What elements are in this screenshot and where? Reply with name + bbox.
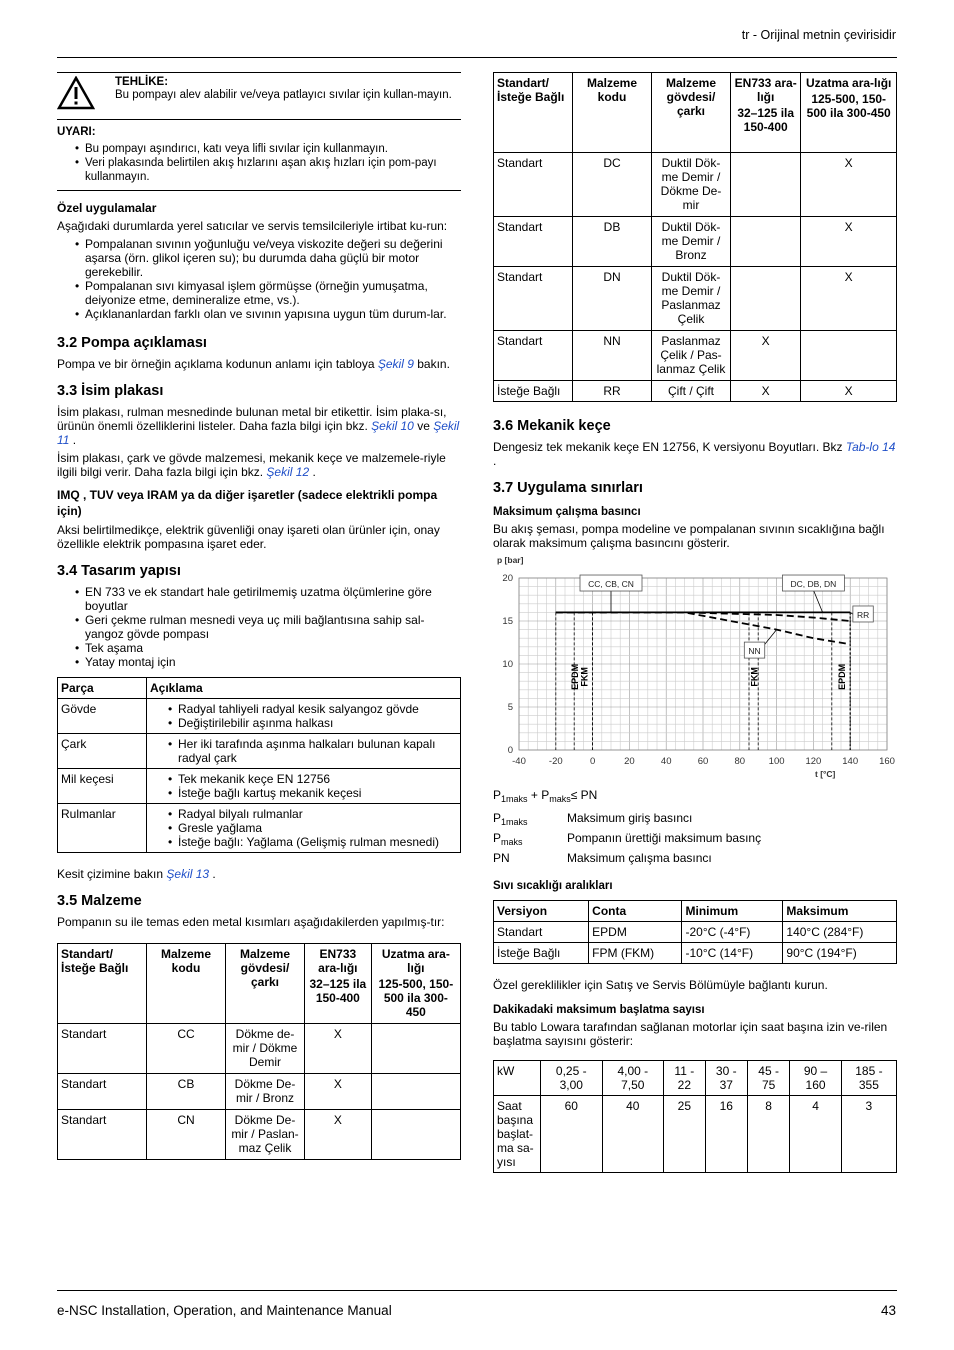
material-table-right [493, 72, 897, 402]
x-axis-label: t [°C] [815, 769, 836, 779]
y-tick-label: 5 [507, 702, 513, 713]
table-header: Standart/ İsteğe Bağlı [58, 944, 147, 1024]
table-row: Çark • Her iki tarafında aşınma halkaları bulunan kapalı radyal çark [58, 734, 461, 769]
series-label: NN [748, 646, 761, 657]
list-item: • Tek aşama [85, 641, 461, 655]
table-row: Gövde • Radyal tahliyeli radyal kesik salyangoz gövde • Değiştirilebilir aşınma halkası [58, 699, 461, 734]
page-header: tr - Orijinal metnin çevirisidir [741, 28, 896, 42]
list-item: • Pompalanan sıvı kimyasal işlem görmüşse (örneğin yumuşatma, deiyonize etme, demineralize etme, vs.). [85, 279, 461, 307]
section-title: 3.6 Mekanik keçe [493, 418, 611, 434]
table-row: Standart NN Paslanmaz Çelik / Pas-lanmaz Çelik X [494, 331, 897, 381]
region-label: FKM [749, 667, 760, 687]
region-label: EPDM [837, 663, 847, 690]
y-tick-label: 0 [507, 745, 513, 756]
figure-link[interactable]: Şekil 9 [377, 357, 414, 371]
list-item: • Bu pompayı aşındırıcı, katı veya lifli sıvılar için kullanmayın. [85, 142, 461, 156]
section-title: 3.3 İsim plakası [57, 383, 164, 399]
table-header: Açıklama [147, 678, 461, 699]
region-label: FKM [579, 667, 590, 687]
x-tick-label: 140 [842, 756, 859, 767]
design-table [57, 677, 461, 853]
section-title: 3.7 Uygulama sınırları [493, 480, 643, 496]
formula: $P_{1maks} + P_{maks}\le$ PN [493, 788, 598, 804]
table-row: Mil keçesi • Tek mekanik keçe EN 12756 • İsteğe bağlı kartuş mekanik keçesi [58, 769, 461, 804]
footer-title: e-NSC Installation, Operation, and Maintenance Manual [57, 1303, 392, 1318]
section-title: 3.4 Tasarım yapısı [57, 563, 181, 579]
table-row: Standart CC Dökme de-mir / Dökme Demir X [58, 1024, 461, 1074]
figure-link[interactable]: Şekil 12 [266, 465, 310, 479]
table-link[interactable]: Tab-lo 14 [845, 440, 896, 454]
table-row: Standart CN Dökme De-mir / Paslan-maz Çelik X [58, 1110, 461, 1160]
table-row: Saat başına başlat-ma sa-yısı 60 40 25 16 8 4 3 [494, 1096, 897, 1173]
section-title: 3.5 Malzeme [57, 893, 142, 909]
x-tick-label: 100 [768, 756, 785, 767]
table-row: Standart DN Duktil Dök-me Demir / Paslanmaz Çelik X [494, 267, 897, 331]
table-header: EN733 ara-lığı 32–125 ila 150-400 [731, 73, 801, 153]
subsection-title: Sıvı sıcaklığı aralıkları [493, 880, 613, 892]
table-header: Malzeme kodu [573, 73, 652, 153]
x-tick-label: 80 [734, 756, 746, 767]
special-title: Özel uygulamalar [57, 201, 157, 215]
region-label: EPDM [570, 663, 581, 690]
paragraph: İsim plakası, çark ve gövde malzemesi, mekanik keçe ve malzemele-riyle ilgili bilgi verir. Daha fazla bilgi için bkz. Şekil 12 . [57, 451, 446, 479]
pressure-temperature-chart [493, 554, 897, 779]
warning-triangle-icon [57, 76, 115, 113]
table-row: Standart DB Duktil Dök-me Demir / Bronz X [494, 217, 897, 267]
paragraph: Pompanın su ile temas eden metal kısımları aşağıdakilerden yapılmış-tır: [57, 915, 445, 929]
list-item: • Geri çekme rulman mesnedi veya uç mili bağlantısına sahip sal-yangoz gövde pompası [85, 613, 461, 641]
table-row: Standart EPDM -20°C (-4°F) 140°C (284°F) [494, 922, 897, 943]
paragraph: Pompa ve bir örneğin açıklama kodunun anlamı için tabloya Şekil 9 bakın. [57, 357, 450, 371]
table-header: Malzeme kodu [147, 944, 226, 1024]
material-table-left [57, 943, 461, 1160]
paragraph: Bu akış şeması, pompa modeline ve pompalanan sıvının sıcaklığına bağlı olarak maksimum çalışma basıncını gösterir. [493, 522, 885, 550]
table-row: İsteğe Bağlı FPM (FKM) -10°C (14°F) 90°C (194°F) [494, 943, 897, 964]
header-rule [57, 57, 897, 58]
paragraph: Kesit çizimine bakın Şekil 13 . [57, 867, 216, 881]
table-header: EN733 ara-lığı 32–125 ila 150-400 [305, 944, 372, 1024]
subsection-title: Maksimum çalışma basıncı [493, 506, 641, 518]
callout-leader [813, 590, 822, 612]
x-tick-label: -40 [512, 756, 526, 767]
list-item: • Pompalanan sıvının yoğunluğu ve/veya viskozite değeri su değerini aşarsa (örn. glikol içeren su); bu durumda daha güçlü bir motor gerekebilir. [85, 237, 461, 279]
warning-title: UYARI: [57, 126, 96, 138]
table-header: Malzeme gövdesi/ çarkı [652, 73, 731, 153]
right-column [493, 72, 897, 1173]
x-tick-label: 20 [624, 756, 635, 767]
y-axis-label: p [bar] [497, 555, 524, 565]
list-item: • EN 733 ve ek standart hale getirilmemiş uzatma ölçümlerine göre boyutlar [85, 585, 461, 613]
table-row: Standart DC Duktil Dök-me Demir / Dökme De-mir X [494, 153, 897, 217]
table-header: Malzeme gövdesi/ çarkı [226, 944, 305, 1024]
footer-rule [57, 1290, 897, 1291]
series-label: CC, CB, CN [588, 579, 634, 590]
section-title: 3.2 Pompa açıklaması [57, 335, 207, 351]
special-intro: Aşağıdaki durumlarda yerel satıcılar ve servis temsilcileriyle irtibat ku-run: [57, 219, 448, 233]
figure-link[interactable]: Şekil 11 [57, 419, 460, 447]
x-tick-label: 60 [697, 756, 709, 767]
table-row: İsteğe Bağlı RR Çift / Çift X X [494, 381, 897, 402]
x-tick-label: 40 [660, 756, 672, 767]
x-tick-label: -20 [548, 756, 563, 767]
formula-legend: $P_{1maks}$ Maksimum giriş basıncı $P_{maks}$ Pompanın ürettiği maksimum basınç PN Maksimum çalışma basıncı [493, 811, 762, 865]
table-header: Uzatma ara-lığı 125-500, 150-500 ila 300-450 [371, 944, 460, 1024]
table-row: kW 0,25 - 3,00 4,00 - 7,50 11 - 22 30 - 37 45 - 75 90 – 160 185 - 355 [494, 1061, 897, 1096]
list-item: • Açıklananlardan farklı olan ve sıvının yapısına uygun tüm durum-lar. [85, 307, 461, 321]
subsection-title: Dakikadaki maksimum başlatma sayısı [493, 1004, 705, 1016]
y-tick-label: 15 [502, 616, 513, 627]
paragraph: Dengesiz tek mekanik keçe EN 12756, K versiyonu Boyutları. Bkz Tab-lo 14 . [493, 440, 896, 468]
danger-text: Bu pompayı alev alabilir ve/veya patlayıcı sıvılar için kullan-mayın. [115, 89, 452, 101]
list-item: • Veri plakasında belirtilen akış hızlarını aşan akış hızları için pom-payı kullanmayın. [85, 156, 461, 184]
table-row: Standart CB Dökme De-mir / Bronz X [58, 1074, 461, 1110]
page-number: 43 [880, 1303, 896, 1318]
paragraph: Özel gereklilikler için Satış ve Servis Bölümüyle bağlantı kurun. [493, 978, 828, 992]
x-tick-label: 0 [589, 756, 596, 767]
table-row: Rulmanlar • Radyal bilyalı rulmanlar • Gresle yağlama • İsteğe bağlı: Yağlama (Gelişmiş rulman mesnedi) [58, 804, 461, 853]
imq-text: Aksi belirtilmedikçe, elektrik güvenliği onay işareti olan ürünler için, onay özellikle elektrik pompasına işaret eder. [57, 523, 440, 551]
figure-link[interactable]: Şekil 13 [166, 867, 210, 881]
table-header: Uzatma ara-lığı 125-500, 150-500 ila 300-450 [801, 73, 897, 153]
warning-box [57, 120, 461, 191]
imq-title: IMQ , TUV veya IRAM ya da diğer işaretler (sadece elektrikli pompa için) [57, 488, 438, 518]
series-label: DC, DB, DN [790, 579, 837, 590]
starts-table [493, 1060, 897, 1173]
figure-link[interactable]: Şekil 10 [371, 419, 414, 433]
y-tick-label: 20 [502, 573, 513, 584]
paragraph: Bu tablo Lowara tarafından sağlanan motorlar için saat başına izin ve-rilen başlatma sayısını gösterir: [493, 1020, 888, 1048]
temperature-table: Versiyon Conta Minimum Maksimum Standart EPDM -20°C (-4°F) 140°C (284°F) İsteğe Bağlı FPM (FKM) -10°C (14°F) 90°C (194°F) [493, 900, 897, 964]
paragraph: İsim plakası, rulman mesnedinde bulunan metal bir etikettir. İsim plaka-sı, ürünün önemli özelliklerini listeler. Daha fazla bilgi için bkz. Şekil 10 ve Şekil 11 . [57, 405, 460, 447]
danger-title: TEHLİKE: [115, 76, 169, 88]
x-tick-label: 120 [805, 756, 822, 767]
y-tick-label: 10 [502, 659, 513, 670]
danger-box [57, 72, 461, 120]
left-column [57, 72, 461, 1160]
list-item: • Yatay montaj için [85, 655, 461, 669]
table-header: Parça [58, 678, 147, 699]
series-label: RR [856, 609, 870, 620]
x-tick-label: 160 [879, 756, 895, 767]
table-header: Standart/ İsteğe Bağlı [494, 73, 573, 153]
